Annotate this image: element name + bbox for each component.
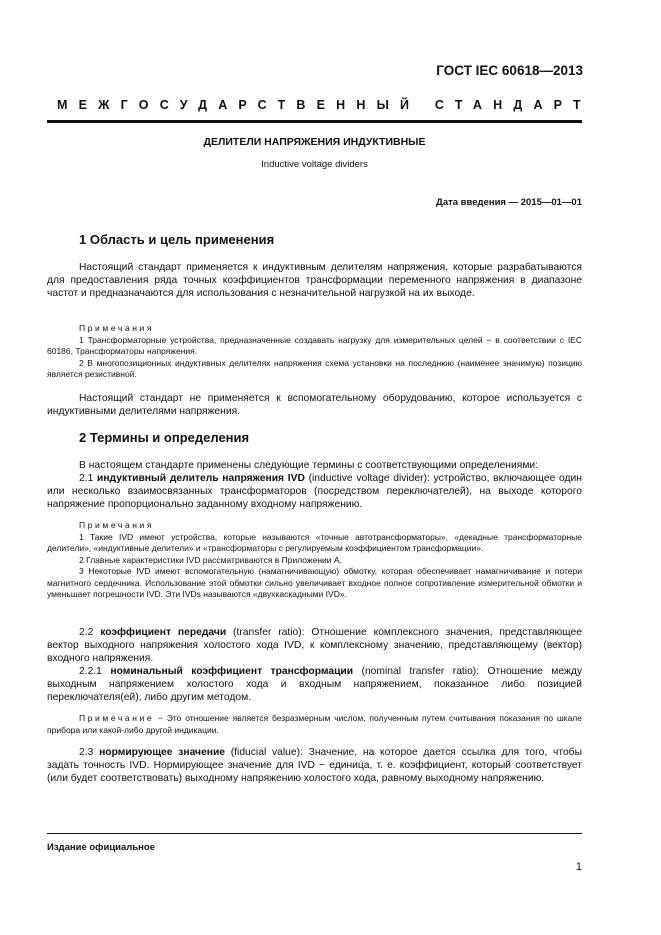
section-2-intro-and-2-1 [47,459,582,511]
notes-label: Примечания [79,520,155,530]
note-label: Примечание [79,713,155,723]
footer-rule [47,833,582,834]
document-title-english: Inductive voltage dividers [261,159,368,170]
section-2-notes [47,520,582,601]
note-2-3: 3 Некоторые IVD имеют вспомогательную (намагничивающую) обмотку, которая обеспечивает намагничивание и потери магнитного сердечника. Использование этой обмотки сильно увеличивает входное полное сопротивление измерительной обмотки и уменьшает погрешности IVD. Эти IVDs называются «двухкаскадными IVD». [47,566,582,599]
interstate-standard-label: МЕЖГОСУДАРСТВЕННЫЙ СТАНДАРТ [57,98,592,112]
header-rule [47,120,582,123]
section-1-paragraph-2: Настоящий стандарт не применяется к вспомогательному оборудованию, которое используется с индуктивными делителями напряжения. [47,393,582,417]
document-title: ДЕЛИТЕЛИ НАПРЯЖЕНИЯ ИНДУКТИВНЫЕ [203,136,426,148]
page-number: 1 [575,861,582,873]
section-1-notes [47,323,582,381]
term-2-3-block [47,746,582,785]
term-2-2-1-note: Примечание − Это отношение является безразмерным числом, полученным путем считывания показания по шкале прибора или какой-либо другой индикации. [47,713,582,735]
term-2-2-block [47,626,582,704]
term-2-3: 2.3 нормирующее значение (fiducial value): Значение, на которое дается ссылка для того, чтобы задать точность IVD. Нормирующее значение для IVD − единица, т. е. коэффициент, который соответствует (или будет соответствовать) выходному напряжению холостого хода, равному выходному напряжению. [47,747,582,784]
section-1-paragraph: Настоящий стандарт применяется к индуктивным делителям напряжения, которые разрабатываются для предоставления ряда точных коэффициентов трансформации переменного напряжения в диапазоне частот и предназначаются для использования с незначительной нагрузкой на их выходе. [47,262,582,299]
note-2-2: 2 Главные характеристики IVD рассматриваются в Приложении А. [79,554,342,565]
term-2-2: 2.2 коэффициент передачи (transfer ratio): Отношение комплексного значения, представляющее вектор выходного напряжения холостого хода IVD, к комплексному значению, представляющему (вектор) входного напряжения. [47,627,582,664]
standard-number: ГОСТ IEC 60618—2013 [436,63,583,78]
section-2-intro: В настоящем стандарте применены следующие термины с соответствующими определениями: [79,460,539,471]
notes-label: Примечания [79,323,155,333]
section-2-heading: 2 Термины и определения [79,430,250,445]
note-2-1: 1 Такие IVD имеют устройства, которые называются «точные автотрансформаторы», «декадные трансформаторные делители», «индуктивные делители» и «трансформаторы с регулируемым коэффициентом трансформации». [47,531,582,553]
note-2: 2 В многопозиционных индуктивных делителях напряжения схема установки на последнюю (наименее значимую) позицию является резистивной. [47,357,582,379]
introduction-date: Дата введения — 2015—01—01 [436,197,582,208]
term-2-1: 2.1 индуктивный делитель напряжения IVD (inductive voltage divider): устройство, включающее один или несколько взаимосвязанных трансформаторов (посредством переключателей), на выходе которого напряжение пропорционально заданному входному напряжению. [47,473,582,510]
term-2-2-1: 2.2.1 номинальный коэффициент трансформации (nominal transfer ratio): Отношение между выходным напряжением холостого хода и входным напряжением, показанное либо позицией переключателя(ей), либо другим методом. [47,666,582,703]
official-edition-label: Издание официальное [47,842,155,853]
note-1: 1 Трансформаторные устройства, предназначенные создавать нагрузку для измерительных целей − в соответствии с IEC 60186, Трансформаторы напряжения. [47,334,582,356]
section-1-heading: 1 Область и цель применения [79,232,275,247]
